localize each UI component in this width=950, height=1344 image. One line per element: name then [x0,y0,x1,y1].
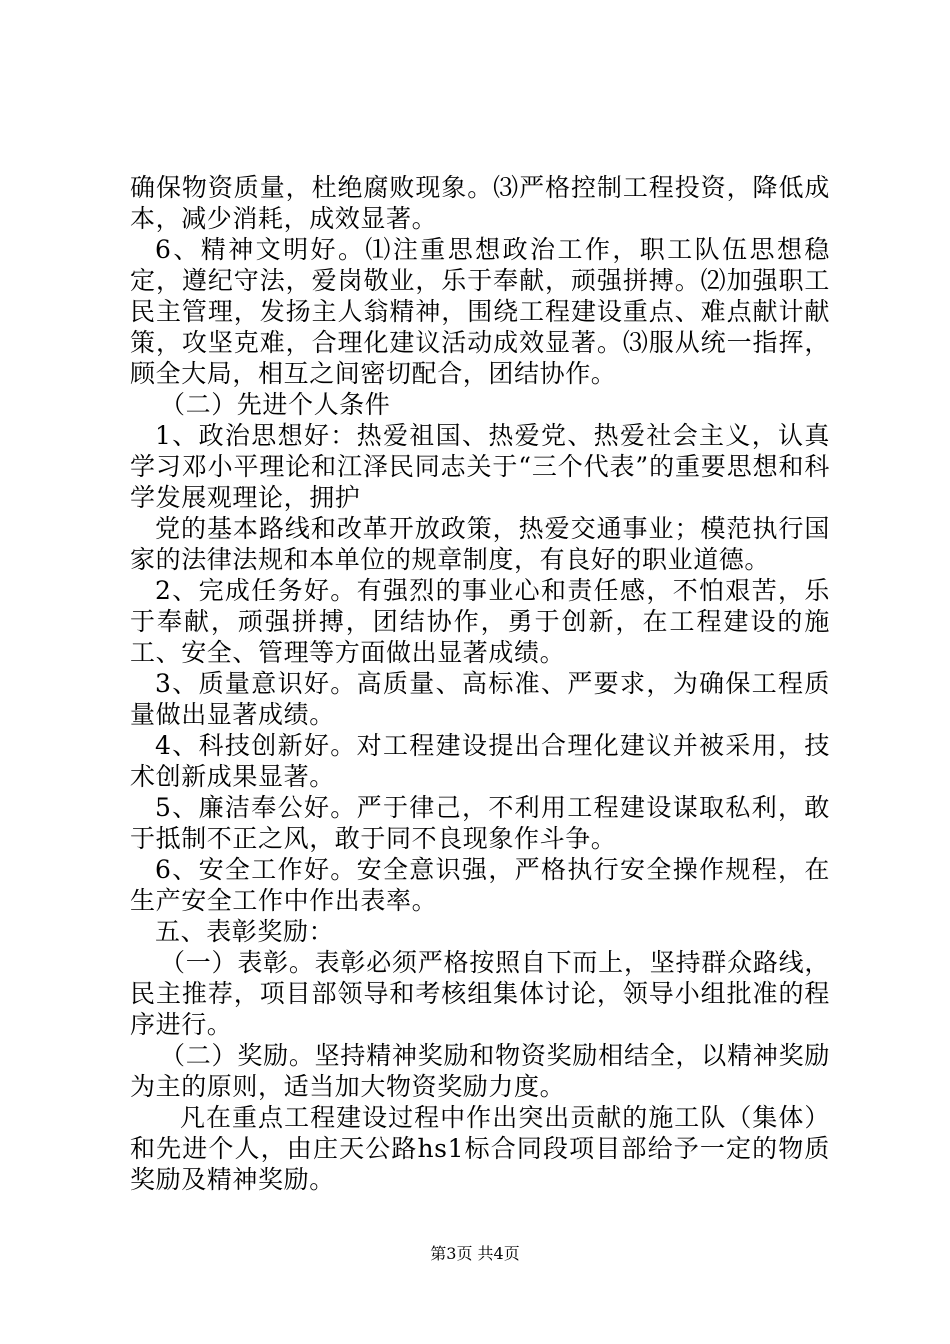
paragraph-13: （二）奖励。坚持精神奖励和物资奖励相结全，以精神奖励为主的原则，适当加大物资奖励力度。 [130,1041,830,1101]
document-body [130,172,830,1195]
section-heading-individual: （二）先进个人条件 [160,390,391,419]
paragraph-9: 5、廉洁奉公好。严于律己，不利用工程建设谋取私利，敢于抵制不正之风，敢于同不良现象作斗争。 [130,793,830,853]
paragraph-10: 6、安全工作好。安全意识强，严格执行安全操作规程，在生产安全工作中作出表率。 [130,855,830,915]
paragraph-8: 4、科技创新好。对工程建设提出合理化建议并被采用，技术创新成果显著。 [130,731,830,791]
paragraph-12: （一）表彰。表彰必须严格按照自下而上，坚持群众路线，民主推荐，项目部领导和考核组集体讨论，领导小组批准的程序进行。 [130,948,830,1039]
paragraph-4: 1、政治思想好：热爱祖国、热爱党、热爱社会主义，认真学习邓小平理论和江泽民同志关于“三个代表”的重要思想和科学发展观理论，拥护 [130,421,830,512]
paragraph-1: 确保物资质量，杜绝腐败现象。⑶严格控制工程投资，降低成本，减少消耗，成效显著。 [130,173,830,233]
paragraph-6: 2、完成任务好。有强烈的事业心和责任感，不怕艰苦，乐于奉献，顽强拼搏，团结协作，勇于创新，在工程建设的施工、安全、管理等方面做出显著成绩。 [130,576,830,667]
section-heading-awards: 五、表彰奖励： [155,917,335,946]
page-number-footer: 第3页 共4页 [430,1244,520,1263]
paragraph-7: 3、质量意识好。高质量、高标准、严要求，为确保工程质量做出显著成绩。 [130,669,830,729]
paragraph-5: 党的基本路线和改革开放政策，热爱交通事业；模范执行国家的法律法规和本单位的规章制度，有良好的职业道德。 [130,514,830,574]
paragraph-14: 凡在重点工程建设过程中作出突出贡献的施工队（集体）和先进个人，由庄天公路hs1标合同段项目部给予一定的物质奖励及精神奖励。 [130,1103,830,1194]
paragraph-2: 6、精神文明好。⑴注重思想政治工作，职工队伍思想稳定，遵纪守法，爱岗敬业，乐于奉献，顽强拼搏。⑵加强职工民主管理，发扬主人翁精神，围绕工程建设重点、难点献计献策，攻坚克难，合理化建议活动成效显著。⑶服从统一指挥，顾全大局，相互之间密切配合，团结协作。 [130,235,830,388]
